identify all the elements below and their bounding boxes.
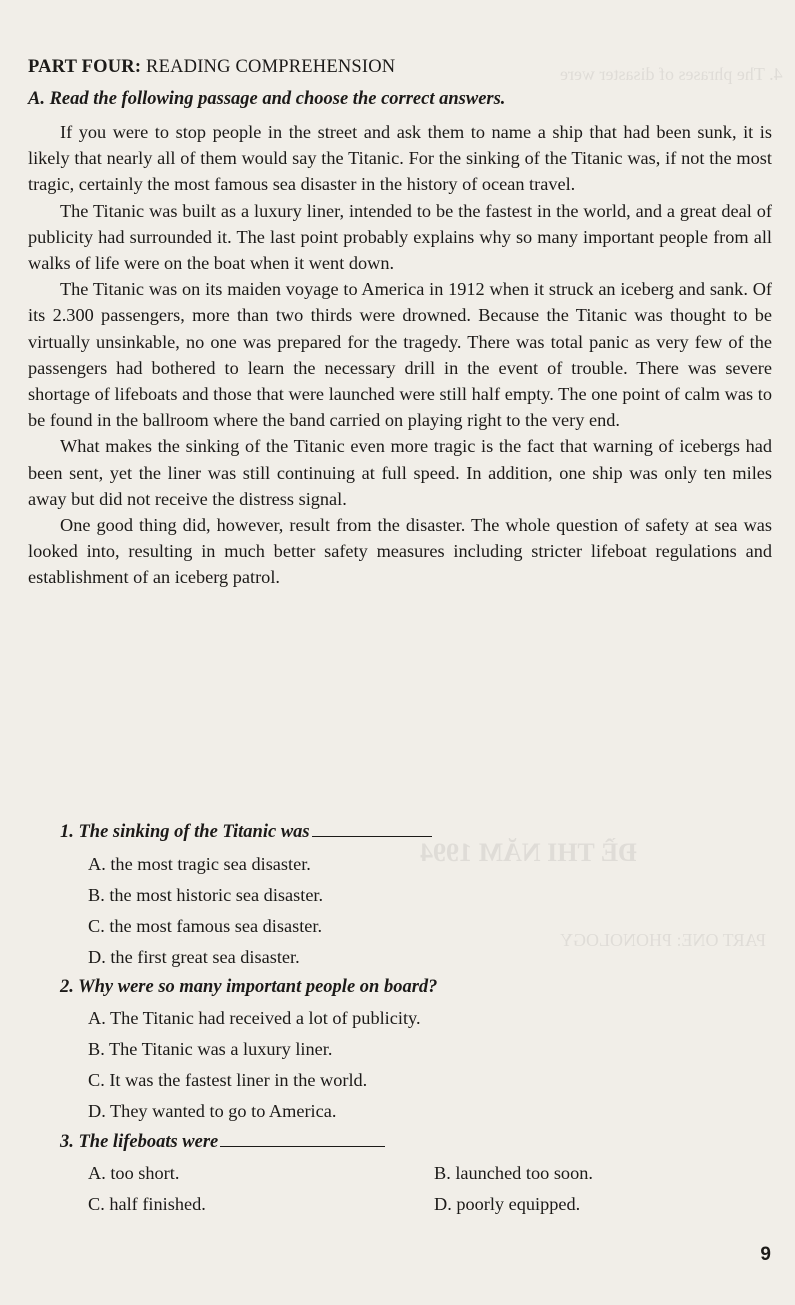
passage-paragraph: What makes the sinking of the Titanic even more tragic is the fact that warning of icebergs had been sent, yet the liner was still continuing at full speed. In addition, one ship was only ten miles away but did not receive the distress signal.	[28, 436, 772, 509]
question-2	[60, 977, 437, 998]
option-2a: A. The Titanic had received a lot of publicity.	[88, 1008, 421, 1028]
part-title: READING COMPREHENSION	[146, 57, 396, 77]
instruction: A. Read the following passage and choose the correct answers.	[28, 89, 506, 109]
option-3a: A. too short.	[88, 1163, 180, 1183]
answer-blank	[220, 1132, 385, 1147]
part-label: PART FOUR:	[28, 57, 142, 77]
page-number: 9	[760, 1244, 771, 1265]
passage-paragraph: One good thing did, however, result from the disaster. The whole question of safety at sea was looked into, resulting in much better safety measures including stricter lifeboat regulations and establishment of an iceberg patrol.	[28, 515, 772, 588]
option-1b: B. the most historic sea disaster.	[88, 885, 324, 905]
answer-blank	[312, 822, 432, 837]
option-1a: A. the most tragic sea disaster.	[88, 854, 311, 874]
question-stem: 3. The lifeboats were	[60, 1132, 219, 1152]
bleed-through-text: PART ONE: PHONOLOGY	[560, 930, 766, 950]
option-1c: C. the most famous sea disaster.	[88, 916, 323, 936]
bleed-through-text: 4. The phrases of disaster were	[560, 64, 783, 84]
option-3c: C. half finished.	[88, 1194, 206, 1214]
option-2c: C. It was the fastest liner in the world.	[88, 1070, 368, 1090]
question-stem: 1. The sinking of the Titanic was	[60, 822, 310, 842]
question-1	[60, 822, 432, 843]
bleed-through-heading: ĐỀ THI NĂM 1994	[420, 838, 637, 867]
option-3b: B. launched too soon.	[434, 1163, 593, 1183]
passage-paragraph: If you were to stop people in the street and ask them to name a ship that had been sunk, it is likely that nearly all of them would say the Titanic. For the sinking of the Titanic was, if not the most tragic, certainly the most famous sea disaster in the history of ocean travel.	[28, 122, 772, 195]
option-1d: D. the first great sea disaster.	[88, 947, 300, 967]
passage-paragraph: The Titanic was on its maiden voyage to America in 1912 when it struck an iceberg and sank. Of its 2.300 passengers, more than two thirds were drowned. Because the Titanic was thought to be virtually unsinkable, no one was prepared for the tragedy. There was total panic as very few of the passengers had bothered to learn the necessary drill in the event of trouble. There was severe shortage of lifeboats and those that were launched were still half empty. The one point of calm was to be found in the ballroom where the band carried on playing right to the very end.	[28, 279, 772, 431]
section-title	[28, 57, 395, 78]
option-3d: D. poorly equipped.	[434, 1194, 581, 1214]
reading-passage	[28, 119, 772, 591]
option-2d: D. They wanted to go to America.	[88, 1101, 337, 1121]
question-stem: 2. Why were so many important people on board?	[60, 977, 438, 997]
passage-paragraph: The Titanic was built as a luxury liner, intended to be the fastest in the world, and a great deal of publicity had surrounded it. The last point probably explains why so many important people from all walks of life were on the boat when it went down.	[28, 200, 772, 274]
option-2b: B. The Titanic was a luxury liner.	[88, 1039, 333, 1059]
question-3	[60, 1132, 385, 1153]
